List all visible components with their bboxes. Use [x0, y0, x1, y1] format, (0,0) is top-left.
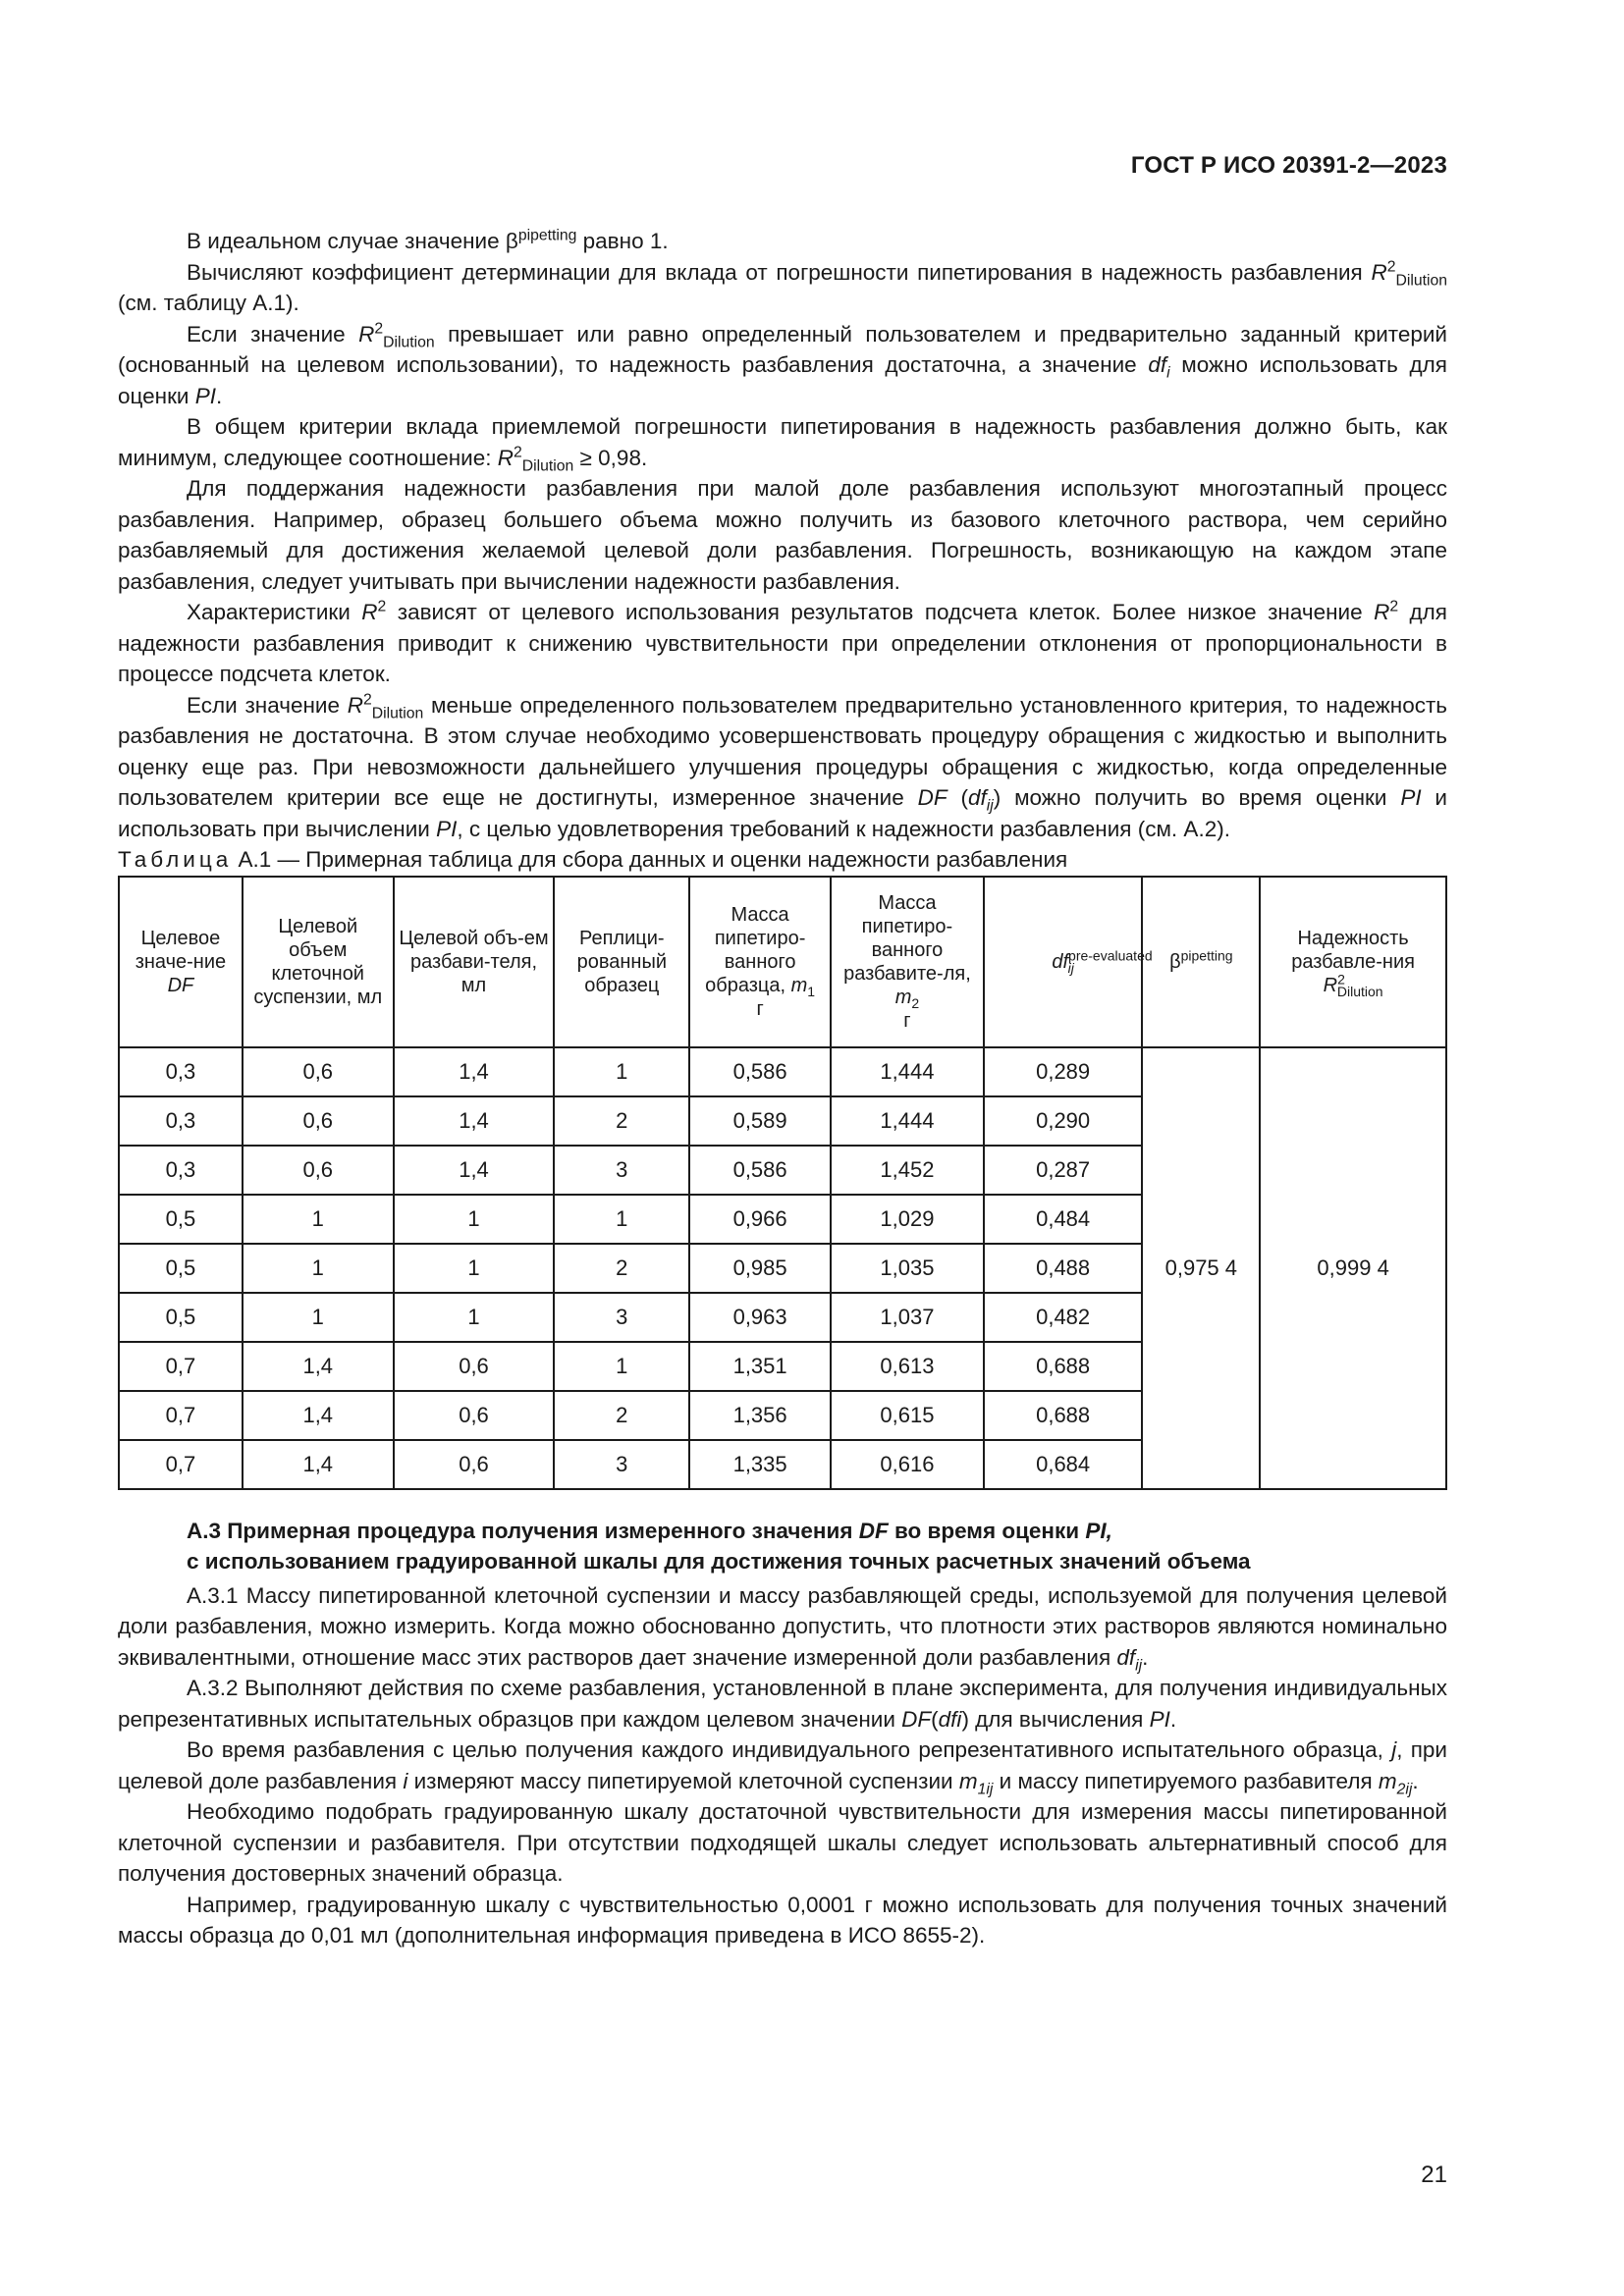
table-cell: 0,6: [394, 1342, 555, 1391]
r-symbol: R: [1374, 600, 1390, 624]
table-cell: 1: [554, 1342, 689, 1391]
pi-symbol: PI: [1400, 785, 1422, 810]
text: ≥ 0,98.: [573, 445, 648, 470]
beta-symbol: β: [505, 229, 518, 253]
table-cell: 3: [554, 1440, 689, 1489]
text: равно 1.: [576, 229, 669, 253]
sup: 2: [514, 444, 522, 460]
table-cell: 1: [394, 1195, 555, 1244]
pi-symbol: PI: [436, 816, 458, 841]
r-symbol: R: [358, 321, 375, 347]
paragraph-scale: Необходимо подобрать градуированную шкалу достаточной чувствительности для измерения массы пипетированной клеточной суспензии и разбавителя. При отсутствии подходящей шкалы следует использовать альтернативный способ для получения достоверных значений образца.: [118, 1799, 1447, 1886]
table-caption: [118, 844, 1447, 876]
text: R: [1323, 974, 1338, 996]
text: А.3.2 Выполняют действия по схеме разбавления, установленной в плане эксперимента, для получения индивидуальных репрезентативных испытательных образцов при каждом целевом значении: [118, 1676, 1447, 1732]
table-cell: 1,037: [831, 1293, 984, 1342]
text: во время оценки: [888, 1518, 1086, 1543]
text: зависят от целевого использования результатов подсчета клеток. Более низкое значение: [386, 600, 1375, 624]
text: m: [958, 1768, 978, 1793]
text: .: [1169, 1706, 1177, 1732]
table-cell: 0,688: [984, 1342, 1143, 1391]
text: меньше определенного пользователем предварительно установленного критерия, то надежность разбавления не достаточна. В этом случае необходимо усовершенствовать процедуру обращения с жидкостью и выполнить оценку еще раз. При невозможности дальнейшего улучшения процедуры обращения с жидкостью, когда определенные пользователем критерии все еще не достигнуты, измеренное значение: [118, 692, 1447, 810]
table-cell: 0,3: [119, 1047, 243, 1096]
sub: ij: [1135, 1657, 1143, 1674]
table-cell: 1,444: [831, 1047, 984, 1096]
table-cell: 0,616: [831, 1440, 984, 1489]
table-cell: 0,7: [119, 1391, 243, 1440]
sub: ij: [986, 797, 994, 815]
text: Надежность разбавле-ния: [1291, 927, 1415, 973]
table-cell: 1,4: [394, 1096, 555, 1146]
df-symbol: df: [1148, 352, 1167, 377]
paragraph-coefficient: [118, 257, 1447, 319]
beta-value-cell: 0,975 4: [1142, 1047, 1260, 1489]
text: и использовать при вычислении: [118, 785, 1448, 841]
table-cell: 1,444: [831, 1096, 984, 1146]
col-target-volume-suspension: Целевой объем клеточной суспензии, мл: [243, 877, 394, 1047]
sup: pre-evaluated: [1068, 946, 1153, 963]
text: превышает или равно определенный пользователем и предварительно заданный критерий (основанный на целевом использовании), то надежность разбавления достаточна, а значение: [118, 321, 1447, 377]
heading-line-1: [118, 1516, 1447, 1546]
sup: 2: [362, 691, 372, 708]
table-cell: 0,684: [984, 1440, 1143, 1489]
table-cell: 1,351: [689, 1342, 831, 1391]
text: dfi: [938, 1706, 962, 1732]
text: Если значение: [187, 692, 348, 718]
text: А.3 Примерная процедура получения измеренного значения: [187, 1518, 859, 1543]
table-cell: 0,287: [984, 1146, 1143, 1195]
table-cell: 3: [554, 1146, 689, 1195]
col-target-df: [119, 877, 243, 1047]
table-cell: 1,4: [394, 1146, 555, 1195]
text: г: [903, 1009, 911, 1032]
text: DF: [858, 1518, 889, 1543]
sup: 2: [1386, 258, 1396, 275]
sup: 2: [1389, 598, 1399, 615]
text: Характеристики: [187, 600, 362, 624]
table-cell: 0,985: [689, 1244, 831, 1293]
table-cell: 0,615: [831, 1391, 984, 1440]
df-upper-symbol: DF: [917, 785, 947, 810]
table-row: [119, 1047, 1446, 1096]
r-symbol: R: [347, 692, 363, 718]
table-cell: 0,688: [984, 1391, 1143, 1440]
table-body: [119, 1047, 1446, 1489]
df-symbol: df: [967, 785, 987, 810]
text: df: [1052, 950, 1069, 973]
table-cell: 0,6: [243, 1096, 394, 1146]
r-symbol: R: [361, 600, 378, 624]
table-cell: 1,035: [831, 1244, 984, 1293]
text: .: [1412, 1768, 1419, 1793]
table-cell: 0,6: [394, 1440, 555, 1489]
text: , при целевой доле разбавления: [118, 1737, 1447, 1793]
text: .: [1142, 1644, 1149, 1670]
text: (см. таблицу А.1).: [118, 291, 299, 315]
table-cell: 1: [243, 1244, 394, 1293]
text: Вычисляют коэффициент детерминации для вклада от погрешности пипетирования в надежность разбавления: [187, 259, 1372, 285]
table-cell: 0,6: [243, 1146, 394, 1195]
table-cell: 0,3: [119, 1146, 243, 1195]
col-replicate: Реплици-рованный образец: [554, 877, 689, 1047]
col-mass-sample: [689, 877, 831, 1047]
paragraph-example-scale: Например, градуированную шкалу с чувствительностью 0,0001 г можно использовать для получения точных значений массы образца до 0,01 мл (дополнительная информация приведена в ИСО 8655-2).: [118, 1892, 1447, 1948]
col-target-volume-diluent: Целевой объ-ем разбави-теля, мл: [394, 877, 555, 1047]
sub: 2ij: [1396, 1781, 1413, 1797]
sup: 2: [1337, 970, 1345, 987]
sub: Dilution: [371, 705, 424, 721]
sub: 1: [807, 983, 816, 999]
table-cell: 1: [394, 1293, 555, 1342]
table-cell: 0,5: [119, 1195, 243, 1244]
caption-text: А.1 — Примерная таблица для сбора данных и оценки надежности разбавления: [232, 847, 1068, 872]
table-cell: 0,613: [831, 1342, 984, 1391]
text: Масса пипетиро-ванного разбавите-ля,: [843, 891, 971, 985]
text: измеряют массу пипетируемой клеточной суспензии: [407, 1768, 959, 1793]
pi-symbol: PI: [194, 383, 217, 408]
data-table: [118, 876, 1447, 1490]
paragraph-insufficient: [118, 690, 1447, 845]
table-cell: 0,484: [984, 1195, 1143, 1244]
text: PI: [1149, 1706, 1170, 1732]
text: DF: [167, 974, 194, 996]
text: (: [947, 785, 968, 810]
text: β: [1169, 950, 1181, 973]
table-cell: 1,452: [831, 1146, 984, 1195]
table-cell: 1: [394, 1244, 555, 1293]
table-cell: 1,335: [689, 1440, 831, 1489]
text: В общем критерии вклада приемлемой погрешности пипетирования в надежность разбавления должно быть, как минимум, следующее соотношение:: [118, 414, 1447, 470]
paragraph-multistage: Для поддержания надежности разбавления при малой доле разбавления используют многоэтапный процесс разбавления. Например, образец большего объема можно получить из базового клеточного раствора, чем серийно разбавляемый для достижения желаемой целевой доли разбавления. Погрешность, возникающую на каждом этапе разбавления, следует учитывать при вычислении надежности разбавления.: [118, 476, 1447, 594]
table-cell: 0,5: [119, 1293, 243, 1342]
table-cell: 0,586: [689, 1146, 831, 1195]
col-beta-pipetting: [1142, 877, 1260, 1047]
table-cell: 1,029: [831, 1195, 984, 1244]
r-symbol: R: [1371, 259, 1387, 285]
text: Целевое значе-ние: [135, 927, 227, 973]
sub: i: [1166, 364, 1170, 382]
sup-pipetting: pipetting: [517, 227, 577, 244]
paragraph-measure-mass: [118, 1735, 1447, 1796]
table-cell: 0,289: [984, 1047, 1143, 1096]
heading-line-2: с использованием градуированной шкалы для достижения точных расчетных значений объема: [187, 1548, 1251, 1574]
text: А.3.1 Массу пипетированной клеточной суспензии и массу разбавляющей среды, используемой для получения целевой доли разбавления, можно измерить. Когда можно обоснованно допустить, что плотности этих растворов являются номинально эквивалентными, отношение масс этих растворов дает значение измеренной доли разбавления: [118, 1582, 1447, 1670]
table-cell: 0,6: [243, 1047, 394, 1096]
sub: ij: [1067, 959, 1074, 976]
sub: Dilution: [383, 334, 435, 350]
table-cell: 0,488: [984, 1244, 1143, 1293]
text: , с целью удовлетворения требований к надежности разбавления (см. А.2).: [457, 816, 1230, 841]
table-header-row: [119, 877, 1446, 1047]
text: для надежности разбавления приводит к снижению чувствительности при определении отклонения от пропорциональности в процессе подсчета клеток.: [118, 600, 1447, 686]
table-cell: 0,7: [119, 1342, 243, 1391]
sub: Dilution: [521, 457, 574, 474]
text: В идеальном случае значение: [187, 229, 506, 253]
paragraph-criterion: [118, 319, 1447, 412]
table-cell: 0,7: [119, 1440, 243, 1489]
sup: pipetting: [1180, 946, 1233, 963]
text: m: [790, 974, 808, 996]
text: m: [894, 986, 912, 1008]
table-cell: 1,4: [394, 1047, 555, 1096]
paragraph-a32: [118, 1673, 1447, 1735]
col-reliability: [1260, 877, 1446, 1047]
text: j: [1391, 1737, 1397, 1762]
text: (: [931, 1706, 939, 1732]
col-df-pre-evaluated: [984, 877, 1153, 1047]
caption-label: Таблица: [118, 847, 233, 872]
text: ) для вычисления: [961, 1706, 1150, 1732]
table-cell: 1: [554, 1195, 689, 1244]
table-cell: 2: [554, 1096, 689, 1146]
table-cell: 0,5: [119, 1244, 243, 1293]
table-cell: 1,4: [243, 1440, 394, 1489]
page-number: 21: [1421, 2162, 1447, 2188]
text: Во время разбавления с целью получения каждого индивидуального репрезентативного испытательного образца,: [187, 1737, 1392, 1762]
text: и массу пипетируемого разбавителя: [993, 1768, 1379, 1793]
paragraph-a31: [118, 1580, 1447, 1674]
table-cell: 1,4: [243, 1342, 394, 1391]
table-cell: 1,356: [689, 1391, 831, 1440]
table-cell: 0,966: [689, 1195, 831, 1244]
text: PI,: [1085, 1518, 1112, 1543]
table-cell: 0,589: [689, 1096, 831, 1146]
text: Масса пипетиро-ванного образца,: [705, 903, 806, 996]
paragraph-minimum-ratio: [118, 411, 1447, 473]
table-cell: 0,3: [119, 1096, 243, 1146]
sub: Dilution: [1395, 272, 1447, 289]
text: i: [403, 1768, 408, 1793]
sub: 2: [911, 994, 920, 1011]
table-cell: 0,482: [984, 1293, 1143, 1342]
table-cell: 2: [554, 1244, 689, 1293]
table-cell: 0,586: [689, 1047, 831, 1096]
r-symbol: R: [497, 445, 514, 470]
table-cell: 0,963: [689, 1293, 831, 1342]
sup: 2: [377, 598, 387, 615]
table-cell: 1: [554, 1047, 689, 1096]
table-cell: 3: [554, 1293, 689, 1342]
text: .: [216, 383, 223, 408]
table-cell: 2: [554, 1391, 689, 1440]
reliability-value-cell: 0,999 4: [1260, 1047, 1446, 1489]
sub: 1ij: [977, 1781, 994, 1797]
paragraph-r2-characteristics: [118, 597, 1447, 690]
table-cell: 0,290: [984, 1096, 1143, 1146]
text: ) можно получить во время оценки: [993, 785, 1401, 810]
table-cell: 0,6: [394, 1391, 555, 1440]
table-cell: 1: [243, 1195, 394, 1244]
sup: 2: [374, 320, 384, 337]
table-cell: 1: [243, 1293, 394, 1342]
standard-header: ГОСТ Р ИСО 20391-2—2023: [1130, 152, 1447, 179]
col-mass-diluent: [831, 877, 984, 1047]
section-a3-heading: [118, 1516, 1447, 1576]
text: г: [756, 997, 764, 1020]
text: df: [1116, 1644, 1136, 1670]
paragraph-ideal-beta: [118, 226, 1447, 257]
table-cell: 1,4: [243, 1391, 394, 1440]
text: DF: [901, 1706, 932, 1732]
text: можно использовать для оценки: [118, 352, 1447, 408]
sub: Dilution: [1336, 983, 1383, 999]
main-content: [118, 226, 1447, 1951]
text: Если значение: [187, 321, 359, 347]
text: m: [1378, 1768, 1397, 1793]
